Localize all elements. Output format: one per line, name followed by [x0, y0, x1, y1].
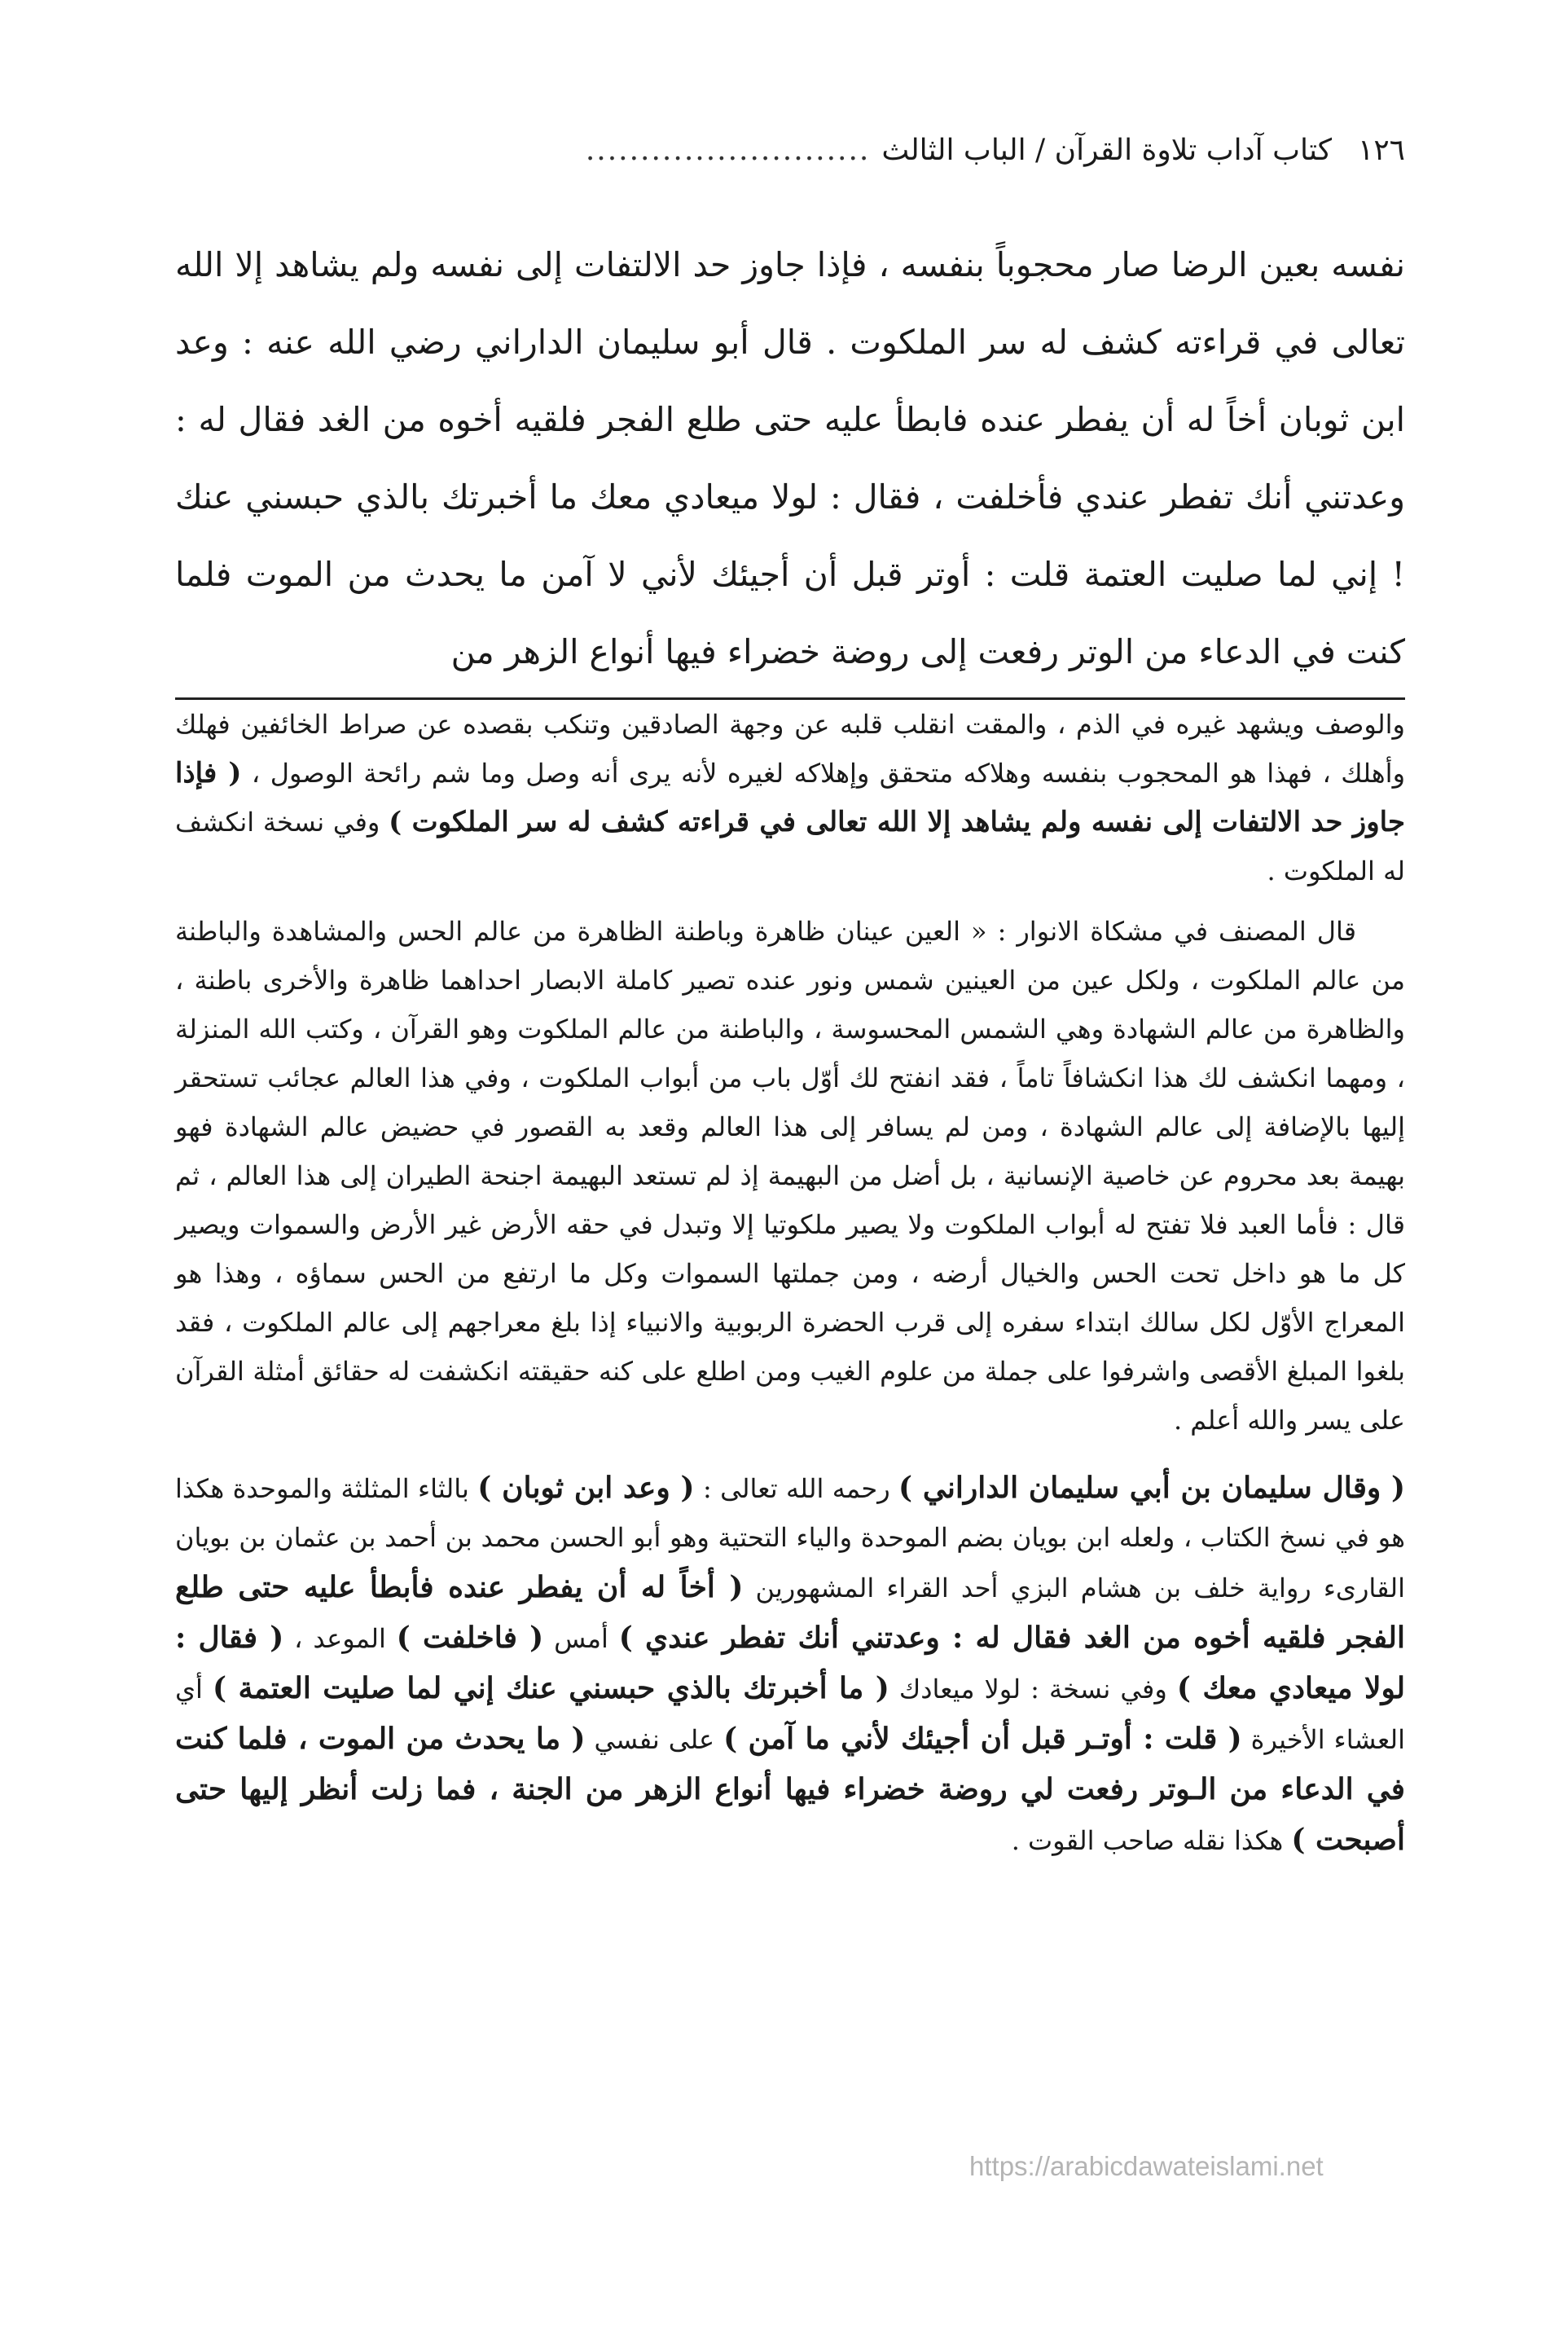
quoted-text: ( ما أخبرتك بالذي حبسني عنك إني لما صليت العتمة )	[213, 1671, 889, 1705]
commentary-paragraph-3	[175, 1463, 1405, 1865]
quoted-text: ( أخاً له أن يفطر عنده فأبطأ عليه حتى طلع الفجر فلقيه أخوه من الغد فقال له : وعدتني أنك تفطر عندي )	[175, 1570, 1406, 1655]
quoted-text: ( وعد ابن ثوبان )	[477, 1471, 695, 1505]
commentary-text: رحمه الله تعالى :	[702, 1473, 890, 1504]
watermark-url: https://arabicdawateislami.net	[969, 2151, 1324, 2181]
commentary	[175, 700, 1405, 1865]
page-number: ١٢٦	[1357, 134, 1405, 167]
quoted-text: ( فقال : لولا ميعادي معك )	[175, 1621, 1406, 1705]
commentary-text: وفي نسخة : لولا ميعادك	[898, 1674, 1167, 1705]
commentary-paragraph-2: قال المصنف في مشكاة الانوار : « العين عينان ظاهرة وباطنة الظاهرة من عالم الحس والمشاهدة والباطنة من عالم الملكوت ، ولكل عين من العينين شمس ونور عنده تصير كاملة الابصار احداهما ظاهرة والأخرى باطنة ، والظاهرة من عالم الشهادة وهي الشمس المحسوسة ، والباطنة من عالم الملكوت وهو القرآن ، وكتب الله المنزلة ، ومهما انكشف لك هذا انكشافاً تاماً ، فقد انفتح لك أوّل باب من أبواب الملكوت ، وفي هذا العالم عجائب تستحقر إليها بالإضافة إلى عالم الشهادة ، ومن لم يسافر إلى هذا العالم وقعد به القصور في حضيض عالم الشهادة فهو بهيمة بعد محروم عن خاصية الإنسانية ، بل أضل من البهيمة إذ لم تستعد البهيمة اجنحة الطيران إلى هذا العالم ، ثم قال : فأما العبد فلا تفتح له أبواب الملكوت ولا يصير ملكوتيا إلا وتبدل في حقه الأرض غير الأرض والسموات ويصير كل ما هو داخل تحت الحس والخيال أرضه ، ومن جملتها السموات وكل ما ارتفع من الحس سماؤه ، وهذا هو المعراج الأوّل لكل سالك ابتداء سفره إلى قرب الحضرة الربوبية والانبياء إذا بلغ معراجهم إلى عالم الملكوت ، فقد بلغوا المبلغ الأقصى واشرفوا على جملة من علوم الغيب ومن اطلع على كنه حقيقته انكشفت له حقائق أمثلة القرآن على يسر والله أعلم .	[175, 916, 1406, 1436]
commentary-text: على نفسي	[594, 1724, 715, 1755]
quoted-text: ( وقال سليمان بن أبي سليمان الداراني )	[898, 1471, 1406, 1505]
quoted-text: ( ما يحدث من الموت ، فلما كنت في الدعاء من الـوتر رفعت لي روضة خضراء فيها أنواع الزهر من الجنة ، فما زلت أنظر إليها حتى أصبحت )	[175, 1722, 1405, 1857]
book-page	[175, 122, 1405, 1865]
header-leader-dots: ..........................	[585, 134, 871, 167]
commentary-text: هكذا نقله صاحب القوت .	[1011, 1825, 1284, 1856]
quoted-text: ( فإذا جاوز حد الالتفات إلى نفسه ولم يشاهد إلا الله تعالى في قراءته كشف له سر الملكوت )	[175, 757, 1405, 838]
running-title: كتاب آداب تلاوة القرآن / الباب الثالث	[881, 134, 1332, 167]
commentary-paragraph-1	[175, 700, 1405, 895]
commentary-text: والوصف ويشهد غيره في الذم ، والمقت انقلب قلبه عن وجهة الصادقين وتنكب بقصده عن صراط الخائفين فهلك وأهلك ، فهذا هو المحجوب بنفسه وهلاكه متحقق وإهلاكه لغيره لأنه يرى أنه وصل وما شم رائحة الوصول ،	[175, 709, 1406, 789]
commentary-text: وفي نسخة انكشف له الملكوت .	[175, 807, 1405, 886]
main-text: نفسه بعين الرضا صار محجوباً بنفسه ، فإذا جاوز حد الالتفات إلى نفسه ولم يشاهد إلا الله تعالى في قراءته كشف له سر الملكوت . قال أبو سليمان الداراني رضي الله عنه : وعد ابن ثوبان أخاً له أن يفطر عنده فابطأ عليه حتى طلع الفجر فلقيه أخوه من الغد فقال له : وعدتني أنك تفطر عندي فأخلفت ، فقال : لولا ميعادي معك ما أخبرتك بالذي حبسني عنك ! إني لما صليت العتمة قلت : أوتر قبل أن أجيئك لأني لا آمن ما يحدث من الموت فلما كنت في الدعاء من الوتر رفعت إلى روضة خضراء فيها أنواع الزهر من	[175, 245, 1405, 671]
quoted-text: ( فاخلفت )	[396, 1621, 544, 1655]
commentary-text: بالثاء المثلثة والموحدة هكذا هو في نسخ الكتاب ، ولعله ابن بويان بضم الموحدة والياء التحتية وهو أبو الحسن محمد بن أحمد بن عثمان بن بويان القارىء رواية خلف بن هشام البزي أحد القراء المشهورين	[175, 1473, 1406, 1603]
running-header	[175, 122, 1405, 179]
commentary-text: أي العشاء الأخيرة	[175, 1674, 1406, 1755]
commentary-text: الموعد ،	[294, 1623, 386, 1654]
commentary-text: أمس	[554, 1623, 608, 1654]
quoted-text: ( قلت : أوتـر قبل أن أجيئك لأني ما آمن )	[723, 1722, 1242, 1756]
